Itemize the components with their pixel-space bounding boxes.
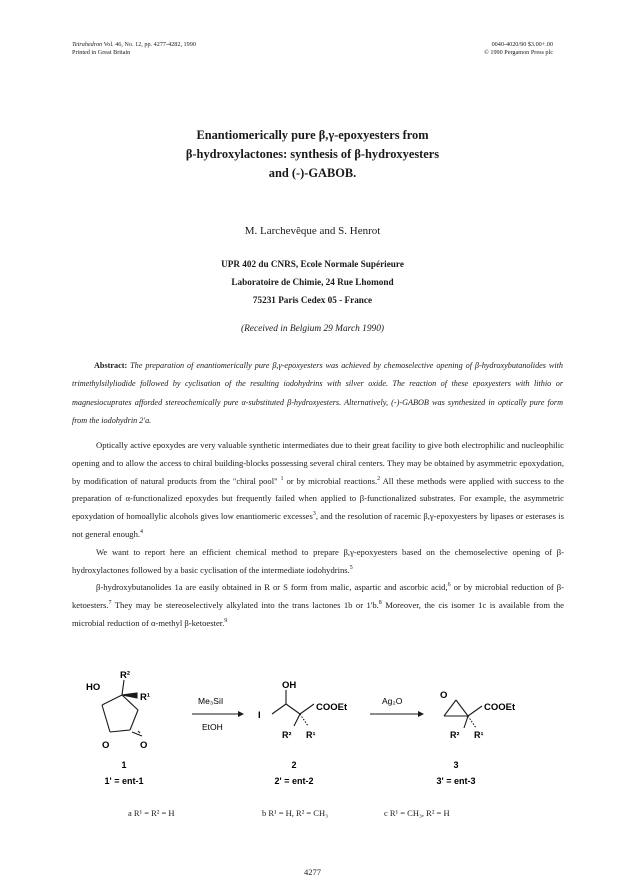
received-date: (Received in Belgium 29 March 1990) (240, 324, 385, 334)
abstract (72, 357, 563, 430)
compound-3-ent: 3' = ent-3 (436, 776, 476, 786)
paper-title-line-3: and (-)-GABOB. (268, 166, 357, 180)
variant-a: a R¹ = R² = H (128, 808, 175, 818)
r2-label-2: R² (282, 730, 292, 740)
ester-label-2: COOEt (316, 702, 348, 713)
compound-1-structure (102, 680, 142, 736)
r1-label-1: R¹ (140, 692, 151, 703)
affiliation-line-1: UPR 402 du CNRS, Ecole Normale Supérieure (221, 259, 404, 269)
abstract-text: The preparation of enantiomerically pure β,γ-epoxyesters was achieved by chemoselective opening of β-hydroxybutanolides with trimethylsilyliodide followed by cyclisation of the resulting iodohydrins with silver oxide. The reaction of these epoxyesters with lithio or magnesiocuprates afforded stereochemically pure α-substituted β-hydroxyesters. Alternatively, (-)-GABOB was synthesized in optically pure form from the iodohydrin 2'a. (72, 361, 564, 425)
r1-label-2: R¹ (306, 730, 316, 740)
iodine-label: I (258, 710, 261, 721)
journal-code: 0040-4020/90 $3.00+.00 (491, 41, 553, 48)
authors: M. Larchevêque and S. Henrot (244, 225, 381, 237)
paragraph-1: Optically active epoxydes are very valuable synthetic intermediates due to their great facility to give both electrophilic and nucleophilic opening and to allow the access to chiral building-blocks possessing several chiral centers. They may be obtained by asymmetric epoxydation, by modification of natural products from the "chiral pool" $^1$ or by microbial reactions.$^2$ All these methods were applied with success to the preparation of α-functionalized epoxydes but frequently failed when applied to β-functionalized substrates. For example, the asymmetric epoxydation of homoallylic alcohols gives low enantiomeric excesses$^3$, and the resolution of racemic β,γ-epoxyesters by lipases or esterases is not general enough.$^4$ (72, 440, 564, 539)
page-number: 4277 (304, 867, 321, 877)
compound-1-label: 1 (121, 760, 127, 770)
affiliation-line-2: Laboratoire de Chimie, 24 Rue Lhomond (231, 277, 394, 287)
paragraph-2: We want to report here an efficient chemical method to prepare β,γ-epoxyesters based on the chemoselective opening of β-hydroxylactones followed by a basic cyclisation of the intermediate iodohydrins.$^5$ (72, 546, 564, 575)
ring-oxygen-label: O (102, 740, 110, 751)
paragraph-3: β-hydroxybutanolides 1a are easily obtained in R or S form from malic, aspartic and ascorbic acid,$^6$ or by microbial reduction of β-ketoesters.$^7$ They may be stereoselectively alkylated into the trans lactones 1b or 1'b.$^8$ Moreover, the cis isomer 1c is available from the microbial reduction of α-methyl β-ketoester.$^9$ (72, 582, 564, 628)
abstract-label: Abstract: (94, 361, 128, 370)
compound-3-label: 3 (453, 760, 459, 770)
reagent-me3sii: Me₃SiI (198, 696, 224, 706)
printed-note: Printed in Great Britain (72, 49, 131, 56)
ester-label-3: COOEt (484, 702, 516, 713)
r2-label-1: R² (120, 670, 131, 681)
hydroxyl-label-2: OH (282, 680, 297, 691)
copyright-note: © 1990 Pergamon Press plc (484, 49, 553, 56)
compound-3-structure (444, 700, 482, 728)
body-text (72, 437, 564, 633)
hydroxyl-label: HO (86, 682, 101, 693)
epoxide-oxygen-label: O (440, 690, 448, 701)
paper-title-line-2: β-hydroxylactones: synthesis of β-hydroxyesters (185, 147, 440, 161)
compound-1-ent: 1' = ent-1 (104, 776, 144, 786)
compound-2-ent: 2' = ent-2 (274, 776, 314, 786)
reaction-scheme (80, 660, 560, 800)
r2-label-3: R² (450, 730, 460, 740)
paper-title-line-1: Enantiomerically pure β,γ-epoxyesters from (196, 128, 429, 142)
compound-2-structure (272, 690, 314, 726)
affiliation-line-3: 75231 Paris Cedex 05 - France (252, 295, 373, 305)
variant-c: c R¹ = CH₃, R² = H (384, 808, 450, 818)
reagent-ag2o: Ag₂O (382, 696, 403, 706)
journal-citation: Tetrahedron Vol. 46, No. 12, pp. 4277-4282, 1990 (72, 41, 196, 48)
reagent-etoh: EtOH (202, 722, 223, 732)
compound-2-label: 2 (291, 760, 297, 770)
variant-b: b R¹ = H, R² = CH₃ (262, 808, 329, 818)
carbonyl-oxygen-label: O (140, 740, 148, 751)
r1-label-3: R¹ (474, 730, 484, 740)
